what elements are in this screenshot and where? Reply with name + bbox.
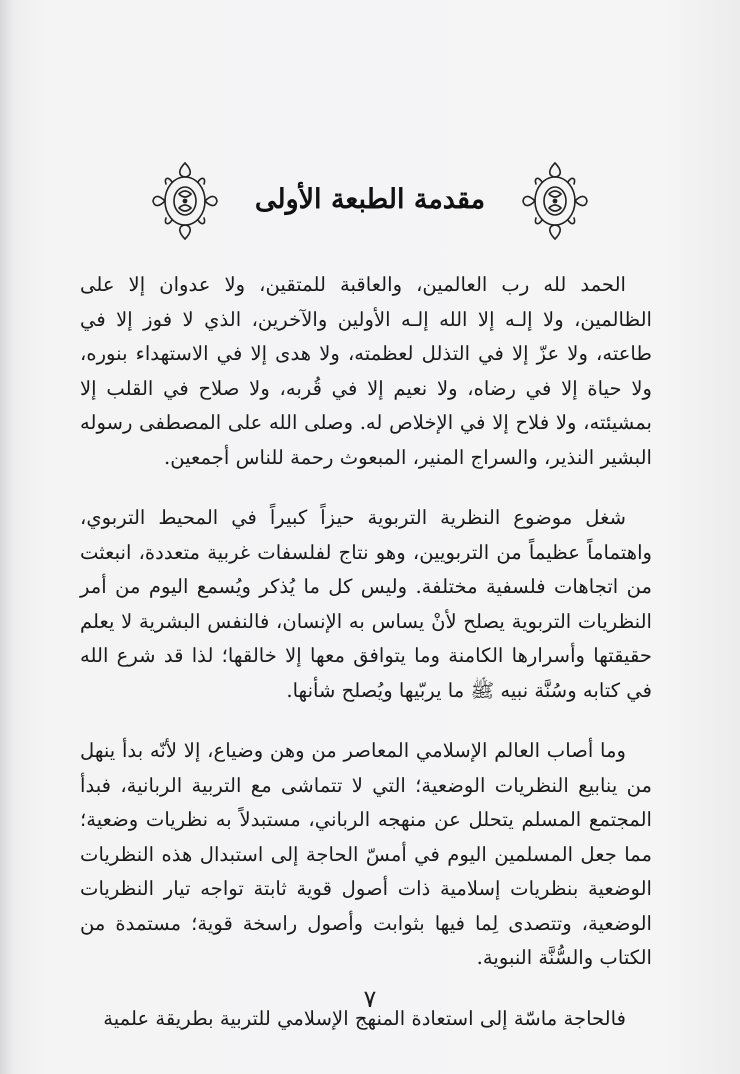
page-title: مقدمة الطبعة الأولى [254, 184, 486, 215]
paragraph-islamic-world: وما أصاب العالم الإسلامي المعاصر من وهن وضياع، إلا لأنّه بدأ ينهل من ينابيع النظريات الوضعية؛ التي لا تتماشى مع التربية الربانية، فبدأ المجتمع المسلم يتحلل عن منهجه الرباني، مستبدلاً به نظريات وضعية؛ مما جعل المسلمين اليوم في أمسّ الحاجة إلى استبدال هذه النظريات الوضعية بنظريات إسلامية ذات أصول قوية ثابتة تواجه تيار النظريات الوضعية، وتتصدى لِما فيها بثوابت وأصول راسخة قوية؛ مستمدة من الكتاب والسُّنَّة النبوية. [80, 739, 652, 969]
section-heading [150, 158, 590, 244]
paragraph-opening-praise: الحمد لله رب العالمين، والعاقبة للمتقين، ولا عدوان إلا على الظالمين، ولا إلـه إلا الله إلـه الأولين والآخرين، الذي لا فوز إلا في طاعته، ولا عزّ إلا في التذلل لعظمته، ولا هدى إلا في الاستهداء بنوره، ولا حياة إلا في رضاه، ولا نعيم إلا في قُربه، ولا صلاح في القلب إلا بمشيئته، ولا فلاح إلا في الإخلاص له. وصلى الله على المصطفى رسوله البشير النذير، والسراج المنير، المبعوث رحمة للناس أجمعين. [80, 273, 652, 469]
arabesque-ornament-icon [520, 158, 590, 244]
page-number: ٧ [363, 985, 377, 1013]
page-binding-shadow [0, 0, 14, 1074]
paragraph-need: فالحاجة ماسّة إلى استعادة المنهج الإسلامي للتربية بطريقة علمية [103, 1006, 626, 1030]
body-text [80, 268, 652, 1062]
arabesque-ornament-icon [150, 158, 220, 244]
paragraph-educational-theory: شغل موضوع النظرية التربوية حيزاً كبيراً في المحيط التربوي، واهتماماً عظيماً من التربويين، وهو نتاج لفلسفات غربية متعددة، انبعثت من اتجاهات فلسفية مختلفة. وليس كل ما يُذكر ويُسمع اليوم من أمر النظريات التربوية يصلح لأنْ يساس به الإنسان، فالنفس البشرية لا يعلم حقيقتها وأسرارها الكامنة وما يتوافق معها إلا خالقها؛ لذا قد شرع الله في كتابه وسُنَّة نبيه ﷺ ما يربّيها ويُصلح شأنها. [80, 506, 652, 702]
